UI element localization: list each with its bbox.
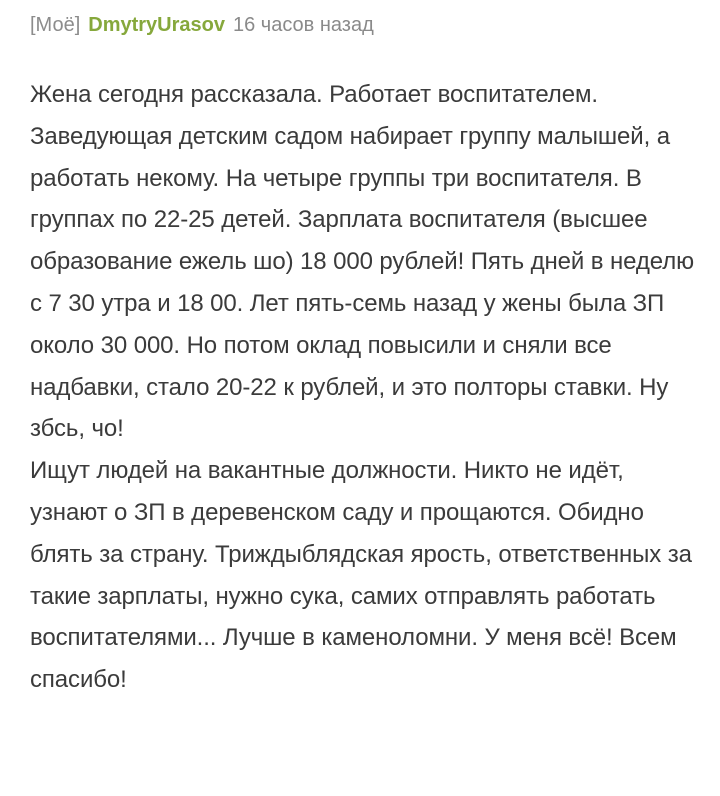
comment-paragraph-1: Жена сегодня рассказала. Работает воспитателем. Заведующая детским садом набирает группу малышей, а работать некому. На четыре группы три воспитателя. В группах по 22-25 детей. Зарплата воспитателя (высшее образование ежель шо) 18 000 рублей! Пять дней в неделю с 7 30 утра и 18 00. Лет пять-семь назад у жены была ЗП около 30 000. Но потом оклад повысили и сняли все надбавки, стало 20-22 к рублей, и это полторы ставки. Ну збсь, чо! (30, 81, 695, 443)
comment-body (30, 74, 700, 701)
comment (30, 14, 700, 701)
comment-header (30, 14, 700, 48)
author-link[interactable]: DmytryUrasov (88, 14, 225, 36)
community-tag[interactable]: [Моё] (30, 14, 81, 36)
comment-timestamp[interactable]: 16 часов назад (232, 14, 374, 36)
comment-paragraph-2: Ищут людей на вакантные должности. Никто не идёт, узнают о ЗП в деревенском саду и прощаются. Обидно блять за страну. Триждыблядская ярость, ответственных за такие зарплаты, нужно сука, самих отправлять работать воспитателями... Лучше в каменоломни. У меня всё! Всем спасибо! (30, 457, 692, 694)
